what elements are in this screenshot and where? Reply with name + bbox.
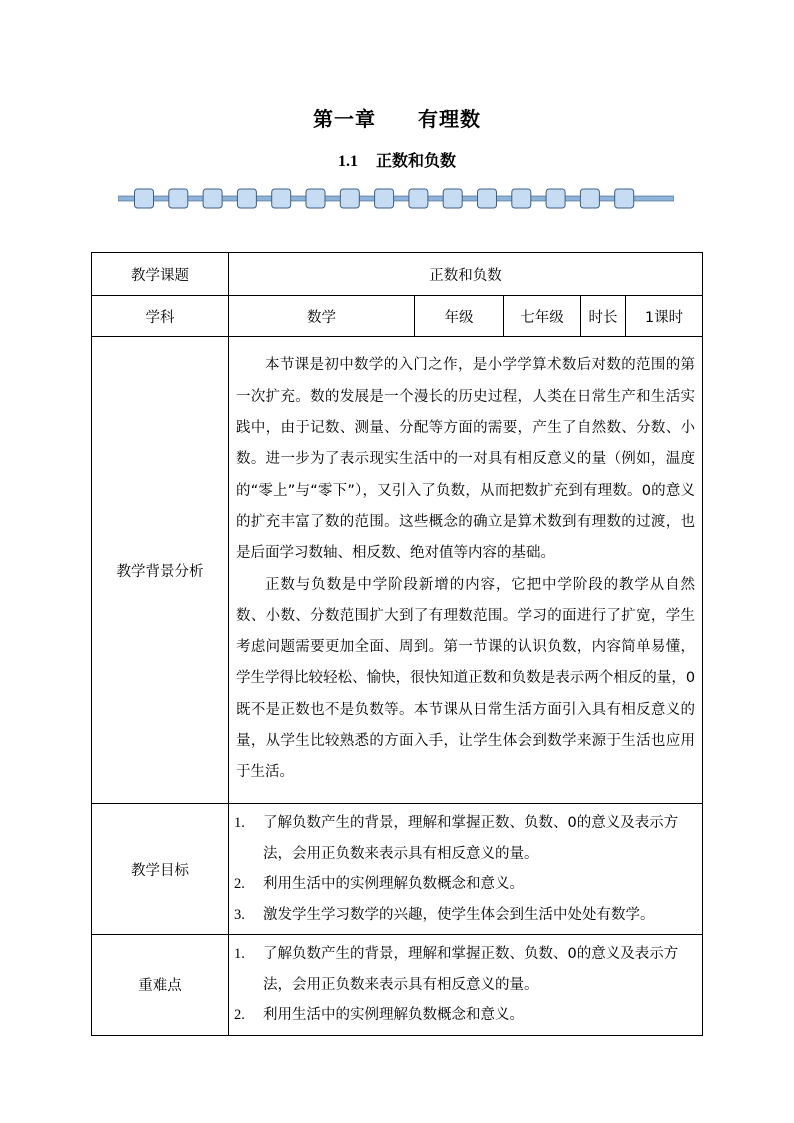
subject-value: 数学 <box>229 296 415 337</box>
table-row-keypoints <box>92 935 703 1036</box>
bead-icon <box>546 189 565 208</box>
decorative-bead-divider <box>118 186 674 212</box>
table-row-subject <box>92 296 703 337</box>
keypoints-content <box>229 935 703 1036</box>
grade-label: 年级 <box>415 296 504 337</box>
objective-item: 1. 了解负数产生的背景，理解和掌握正数、负数、0的意义及表示方法，会用正负数来表示具有相反意义的量。 <box>234 815 679 862</box>
bead-icon <box>512 189 531 208</box>
keypoints-label: 重难点 <box>92 935 229 1036</box>
table-row-background <box>92 337 703 804</box>
background-paragraph: 正数与负数是中学阶段新增的内容，它把中学阶段的教学从自然数、小数、分数范围扩大到了有理数范围。学习的面进行了扩宽，学生考虑问题需要更加全面、周到。第一节课的认识负数，内容简单易懂，学生学得比较轻松、愉快，很快知道正数和负数是表示两个相反的量，0既不是正数也不是负数等。本节课从日常生活方面引入具有相反意义的量，从学生比较熟悉的方面入手，让学生体会到数学来源于生活也应用于生活。 <box>236 576 696 781</box>
keypoint-item: 1. 了解负数产生的背景，理解和掌握正数、负数、0的意义及表示方法，会用正负数来表示具有相反意义的量。 <box>234 946 679 993</box>
chapter-name: 有理数 <box>418 107 481 131</box>
bead-icon <box>272 189 291 208</box>
bead-icon <box>306 189 325 208</box>
section-name: 正数和负数 <box>375 151 456 170</box>
keypoint-item: 2. 利用生活中的实例理解负数概念和意义。 <box>234 1007 524 1023</box>
topic-value: 正数和负数 <box>229 253 703 296</box>
chapter-title <box>0 103 794 132</box>
section-number: 1.1 <box>337 153 358 170</box>
section-title <box>0 148 794 171</box>
objectives-label: 教学目标 <box>92 804 229 935</box>
lesson-plan-table <box>91 252 703 1036</box>
bead-icon <box>409 189 428 208</box>
objective-item: 2. 利用生活中的实例理解负数概念和意义。 <box>234 876 524 892</box>
bead-icon <box>478 189 497 208</box>
bead-icon <box>615 189 634 208</box>
grade-value: 七年级 <box>504 296 581 337</box>
bead-icon <box>237 189 256 208</box>
table-row-objectives <box>92 804 703 935</box>
background-paragraph: 本节课是初中数学的入门之作，是小学学算术数后对数的范围的第一次扩充。数的发展是一个漫长的历史过程，人类在日常生产和生活实践中，由于记数、测量、分配等方面的需要，产生了自然数、分数、小数。进一步为了表示现实生活中的一对具有相反意义的量（例如，温度的“零上”与“零下”），又引入了负数，从而把数扩充到有理数。0的意义的扩充丰富了数的范围。这些概念的确立是算术数到有理数的过渡，也是后面学习数轴、相反数、绝对值等内容的基础。 <box>236 357 696 562</box>
bead-icon <box>340 189 359 208</box>
duration-label: 时长 <box>581 296 626 337</box>
bead-icon <box>169 189 188 208</box>
bead-icon <box>375 189 394 208</box>
topic-label: 教学课题 <box>92 253 229 296</box>
subject-label: 学科 <box>92 296 229 337</box>
duration-value: 1课时 <box>626 296 703 337</box>
objectives-content <box>229 804 703 935</box>
background-content <box>229 337 703 804</box>
background-label: 教学背景分析 <box>92 337 229 804</box>
bead-icon <box>580 189 599 208</box>
bead-icon <box>203 189 222 208</box>
bead-icon <box>443 189 462 208</box>
chapter-label: 第一章 <box>313 107 376 131</box>
table-row-topic <box>92 253 703 296</box>
bead-icon <box>135 189 154 208</box>
objective-item: 3. 激发学生学习数学的兴趣，使学生体会到生活中处处有数学。 <box>234 906 655 923</box>
